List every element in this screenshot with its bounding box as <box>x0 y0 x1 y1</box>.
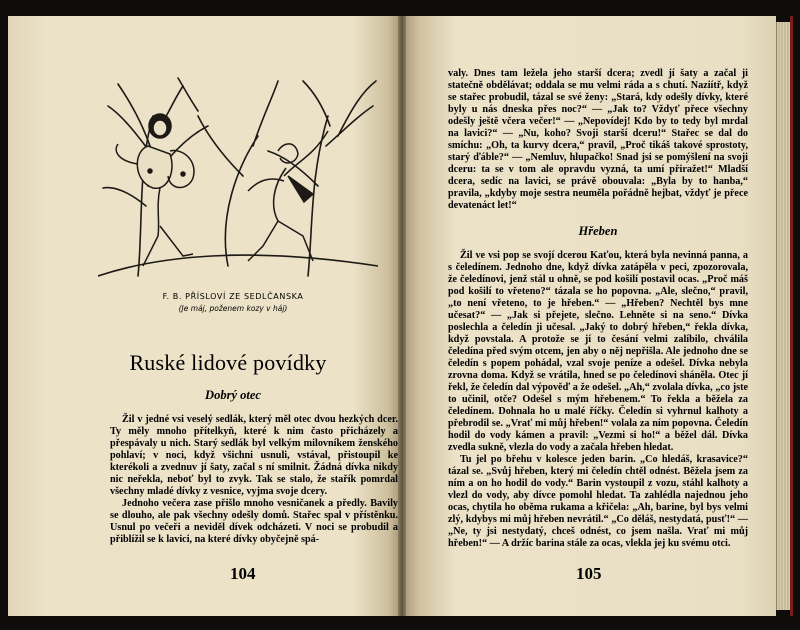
open-book <box>8 16 792 616</box>
page-number-left: 104 <box>230 564 256 583</box>
page-edges <box>776 22 791 610</box>
paragraph: Tu jel po břehu v kolesce jeden barin. „Co hledáš, krasavice?“ tázal se. „Svůj hřeben, který mi čeledín chtěl odnést. Běžela jsem za ním a on ho hodil do vody.“ Barin vystoupil z vozu, stáhl kalhoty a vlezl do vody, aby dívce pomohl hledat. Ta zahlédla najednou jeho ocas, chytila ho oběma rukama a křičela: „Ah, barine, byl bys velmi zlý, kdybys mi můj hřeben nevrátil.“ „Co děláš, nestydatá, pusť!“ — „Ne, ty jsi nestydatý, chceš odnést, co jsem našla. Vrať mi můj hřeben!“ — A držíc barina stále za ocas, vlekla jej ku svému otci. <box>448 454 748 549</box>
story-title-left: Dobrý otec <box>205 388 261 402</box>
paragraph: Jednoho večera zase přišlo mnoho vesničanek a předly. Bavily se dlouho, ale pak všechny odešly domů. Stařec spal v přístěnku. Usnul po večeři a neviděl dívek odcházeti. V noci se probudil a přiblížil se k lavici, na které dívky obyčejně spá- <box>110 498 398 545</box>
book-cover-edge <box>790 16 793 616</box>
page-number-right: 105 <box>576 564 602 583</box>
chapter-title: Ruské lidové povídky <box>129 350 327 375</box>
illustration-caption: F. B. PŘÍSLOVÍ ZE SEDLČANSKA <box>162 292 304 301</box>
illustration-subcaption: (Je máj, poženem kozy v háj) <box>178 304 288 313</box>
left-page-text <box>110 414 398 546</box>
story-title-right: Hřeben <box>578 224 618 238</box>
right-page-continuation <box>448 68 748 212</box>
book-gutter <box>398 16 406 616</box>
paragraph: valy. Dnes tam ležela jeho starší dcera; zvedl jí šaty a začal ji statečně obdělávat; oddala se mu velmi ráda a s chutí. Naziítř, když se stařec probudil, tázal se své ženy: „Stará, kdy odešly dívky, které byly u nás dneska přes noc?“ — „Jak to? Vždyť přece všechny odešly ještě včera večer!“ — „Nepovídej! Kdo by to tedy byl mrdal na lavici?“ — „Nu, koho? Svoji starší dceru!“ Stařec se dal do smíchu: „Oh, ta kurvy dcera,“ pravil, „Proč tikáš takové sprostoty, starý ďáble?“ — „Nemluv, hlupačko! Snad jsi se pomýšlení na svoji dceru: ta se v tom ale opravdu vyzná, ta umí přiražet!“ Mladší dcera, sedíc na lavici, se právě obouvala: „Byla by to hanba,“ pravila, „kdyby moje sestra neuměla pořádně hejbat, vždyť je přece devatenáct let!“ <box>448 68 748 211</box>
illustration-drawing <box>98 76 378 281</box>
right-page-text <box>448 250 748 550</box>
paragraph: Žil v jedné vsi veselý sedlák, který měl otec dvou hezkých dcer. Ty měly mnoho přítelkyň, které k nim často přicházely a přespávaly u nich. Starý sedlák byl velkým milovníkem ženského pohlaví; v noci, když všichni usnuli, vstával, přistoupil ke kterékoli a zvednuv jí šaty, začal s ní smilnit. Žádná dívka nikdy nic neřekla, neboť byl to zvyk. Tak se stalo, že stařík pomrdal všechny mladé dívky z vesnice, vyjma svoje dcery. <box>110 414 398 497</box>
paragraph: Žil ve vsi pop se svojí dcerou Kaťou, která byla nevinná panna, a s čeledínem. Jednoho dne, když dívka zatápěla v peci, zpozorovala, že čeledínovi, jenž stál u ohně, se pod košilí postavil ocas. „Proč máš pod košilí to vřeteno?“ tázala se ho popovna. „Ale, slečno,“ pravil, „to není vřeteno, to je hřeben.“ — „Hřeben? Nechtěl bys mne učesat?“ — „Jak si přejete, slečno. Lehněte si na seno.“ Dívka poslechla a čeledín ji učesal. „Jaký to dobrý hřeben,“ řekla dívka, když povstala. A protože se jí to česání velmi zalíbilo, chválila čeledína před svým otcem, jen aby o něj nepřišla. Ale jednoho dne se čeledín s popem pohádal, vzal svoje peníze a odešel. Dívka nebyla zrovna doma. Když se vrátila, hned se po čeledínovi sháněla. Otec jí řekl, že čeledín dal výpověď a že odešel. „Ah,“ zvolala dívka, „co jste to učinil, otče? Odešel s mým hřebenem.“ To řekla a běžela za čeledínem. Dohnala ho u malé říčky. Čeledín si vyhrnul kalhoty a přebrodil se. „Vrať mi můj hřeben!“ volala za ním popovna. Čeledín hodil do vody kámen a pravil: „Vezmi si ho!“ a běžel dál. Dívka zvedla sukně, vlezla do vody a začala hřeben hledat. <box>448 250 748 453</box>
